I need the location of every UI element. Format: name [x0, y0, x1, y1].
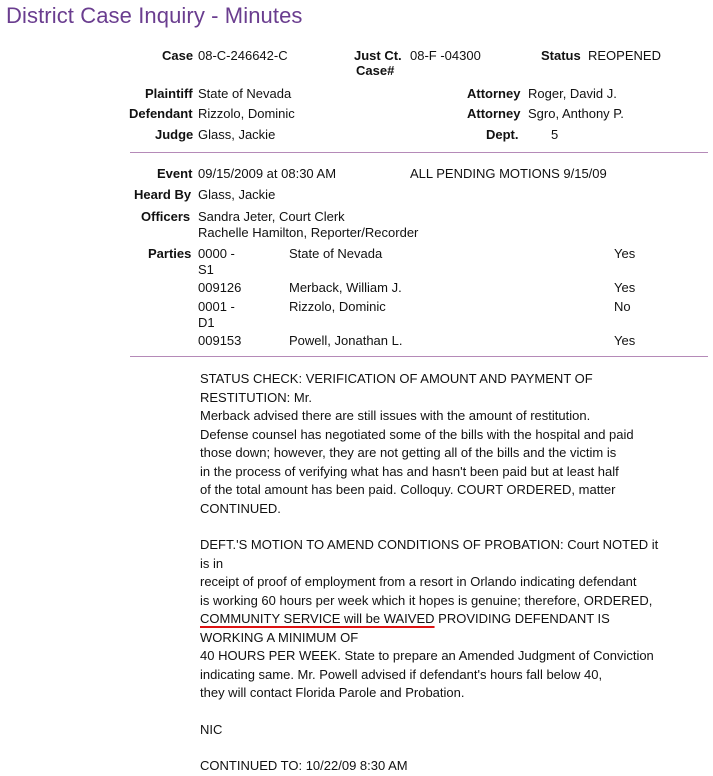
- minutes-line: in the process of verifying what has and hasn't been paid but at least half: [200, 463, 619, 479]
- dept-value: 5: [551, 127, 559, 142]
- minutes-line: is working 60 hours per week which it hopes is genuine; therefore, ORDERED,: [200, 592, 653, 608]
- party-name: State of Nevada: [289, 246, 383, 261]
- event-label: Event: [157, 166, 193, 181]
- continued-to: CONTINUED TO: 10/22/09 8:30 AM: [200, 758, 408, 773]
- minutes-line: CONTINUED.: [200, 500, 281, 516]
- divider: [130, 152, 708, 153]
- minutes-line: Defense counsel has negotiated some of the bills with the hospital and paid: [200, 426, 634, 442]
- party-id: 0001 -: [198, 299, 235, 314]
- event-datetime: 09/15/2009 at 08:30 AM: [198, 166, 337, 181]
- divider: [130, 356, 708, 357]
- minutes-line: 40 HOURS PER WEEK. State to prepare an Amended Judgment of Conviction: [200, 648, 654, 663]
- just-ct-label: Just Ct.: [354, 48, 402, 63]
- minutes-line: DEFT.'S MOTION TO AMEND CONDITIONS OF PROBATION: Court NOTED it: [200, 537, 659, 552]
- minutes-line: those down; however, they are not getting all of the bills and the victim is: [200, 445, 617, 460]
- party-present: Yes: [614, 333, 636, 348]
- nic-note: NIC: [200, 721, 223, 737]
- minutes-line: STATUS CHECK: VERIFICATION OF AMOUNT AND PAYMENT OF: [200, 371, 593, 386]
- party-present: Yes: [614, 246, 636, 261]
- status-label: Status: [541, 48, 581, 63]
- waived-highlight: COMMUNITY SERVICE will be WAIVED: [200, 611, 435, 626]
- attorney-value-1: Roger, David J.: [528, 86, 617, 101]
- party-id: 0000 -: [198, 246, 235, 261]
- status-value: REOPENED: [588, 48, 661, 63]
- judge-value: Glass, Jackie: [198, 127, 276, 142]
- party-id-suffix: S1: [198, 262, 214, 277]
- event-title: ALL PENDING MOTIONS 9/15/09: [410, 166, 607, 181]
- minutes-line: WORKING A MINIMUM OF: [200, 629, 359, 645]
- minutes-line: they will contact Florida Parole and Probation.: [200, 685, 465, 700]
- minutes-line-tail: PROVIDING DEFENDANT IS: [434, 611, 610, 626]
- attorney-label-2: Attorney: [467, 106, 521, 121]
- party-name: Powell, Jonathan L.: [289, 333, 403, 348]
- minutes-line: indicating same. Mr. Powell advised if defendant's hours fall below 40,: [200, 666, 603, 682]
- party-id: 009126: [198, 280, 242, 295]
- heard-by-label: Heard By: [134, 187, 192, 202]
- officer-1: Sandra Jeter, Court Clerk: [198, 209, 345, 224]
- dept-label: Dept.: [486, 127, 519, 142]
- minutes-body: [200, 370, 700, 776]
- just-ct-label-case: Case#: [356, 63, 395, 78]
- party-id-suffix: D1: [198, 315, 215, 330]
- heard-by-value: Glass, Jackie: [198, 187, 276, 202]
- minutes-line: is in: [200, 555, 224, 571]
- just-ct-number: 08-F -04300: [410, 48, 481, 63]
- case-label: Case: [162, 48, 194, 63]
- judge-label: Judge: [155, 127, 194, 142]
- defendant-label: Defendant: [129, 106, 193, 121]
- attorney-value-2: Sgro, Anthony P.: [528, 106, 624, 121]
- party-name: Rizzolo, Dominic: [289, 299, 386, 314]
- plaintiff-label: Plaintiff: [145, 86, 193, 101]
- minutes-line: [200, 610, 700, 629]
- page-title: District Case Inquiry - Minutes: [6, 3, 303, 28]
- minutes-line: RESTITUTION: Mr.: [200, 389, 312, 405]
- party-present: No: [614, 299, 631, 314]
- attorney-label-1: Attorney: [467, 86, 521, 101]
- party-present: Yes: [614, 280, 636, 295]
- officers-label: Officers: [141, 209, 191, 224]
- minutes-line: of the total amount has been paid. Colloquy. COURT ORDERED, matter: [200, 482, 616, 497]
- minutes-line: Merback advised there are still issues with the amount of restitution.: [200, 408, 591, 423]
- case-number: 08-C-246642-C: [198, 48, 288, 63]
- parties-label: Parties: [148, 246, 192, 261]
- party-id: 009153: [198, 333, 242, 348]
- minutes-line: receipt of proof of employment from a resort in Orlando indicating defendant: [200, 574, 637, 589]
- minutes-paragraph-probation: [200, 536, 700, 703]
- defendant-value: Rizzolo, Dominic: [198, 106, 295, 121]
- officer-2: Rachelle Hamilton, Reporter/Recorder: [198, 225, 419, 240]
- plaintiff-value: State of Nevada: [198, 86, 292, 101]
- minutes-paragraph-restitution: [200, 370, 700, 518]
- party-name: Merback, William J.: [289, 280, 402, 295]
